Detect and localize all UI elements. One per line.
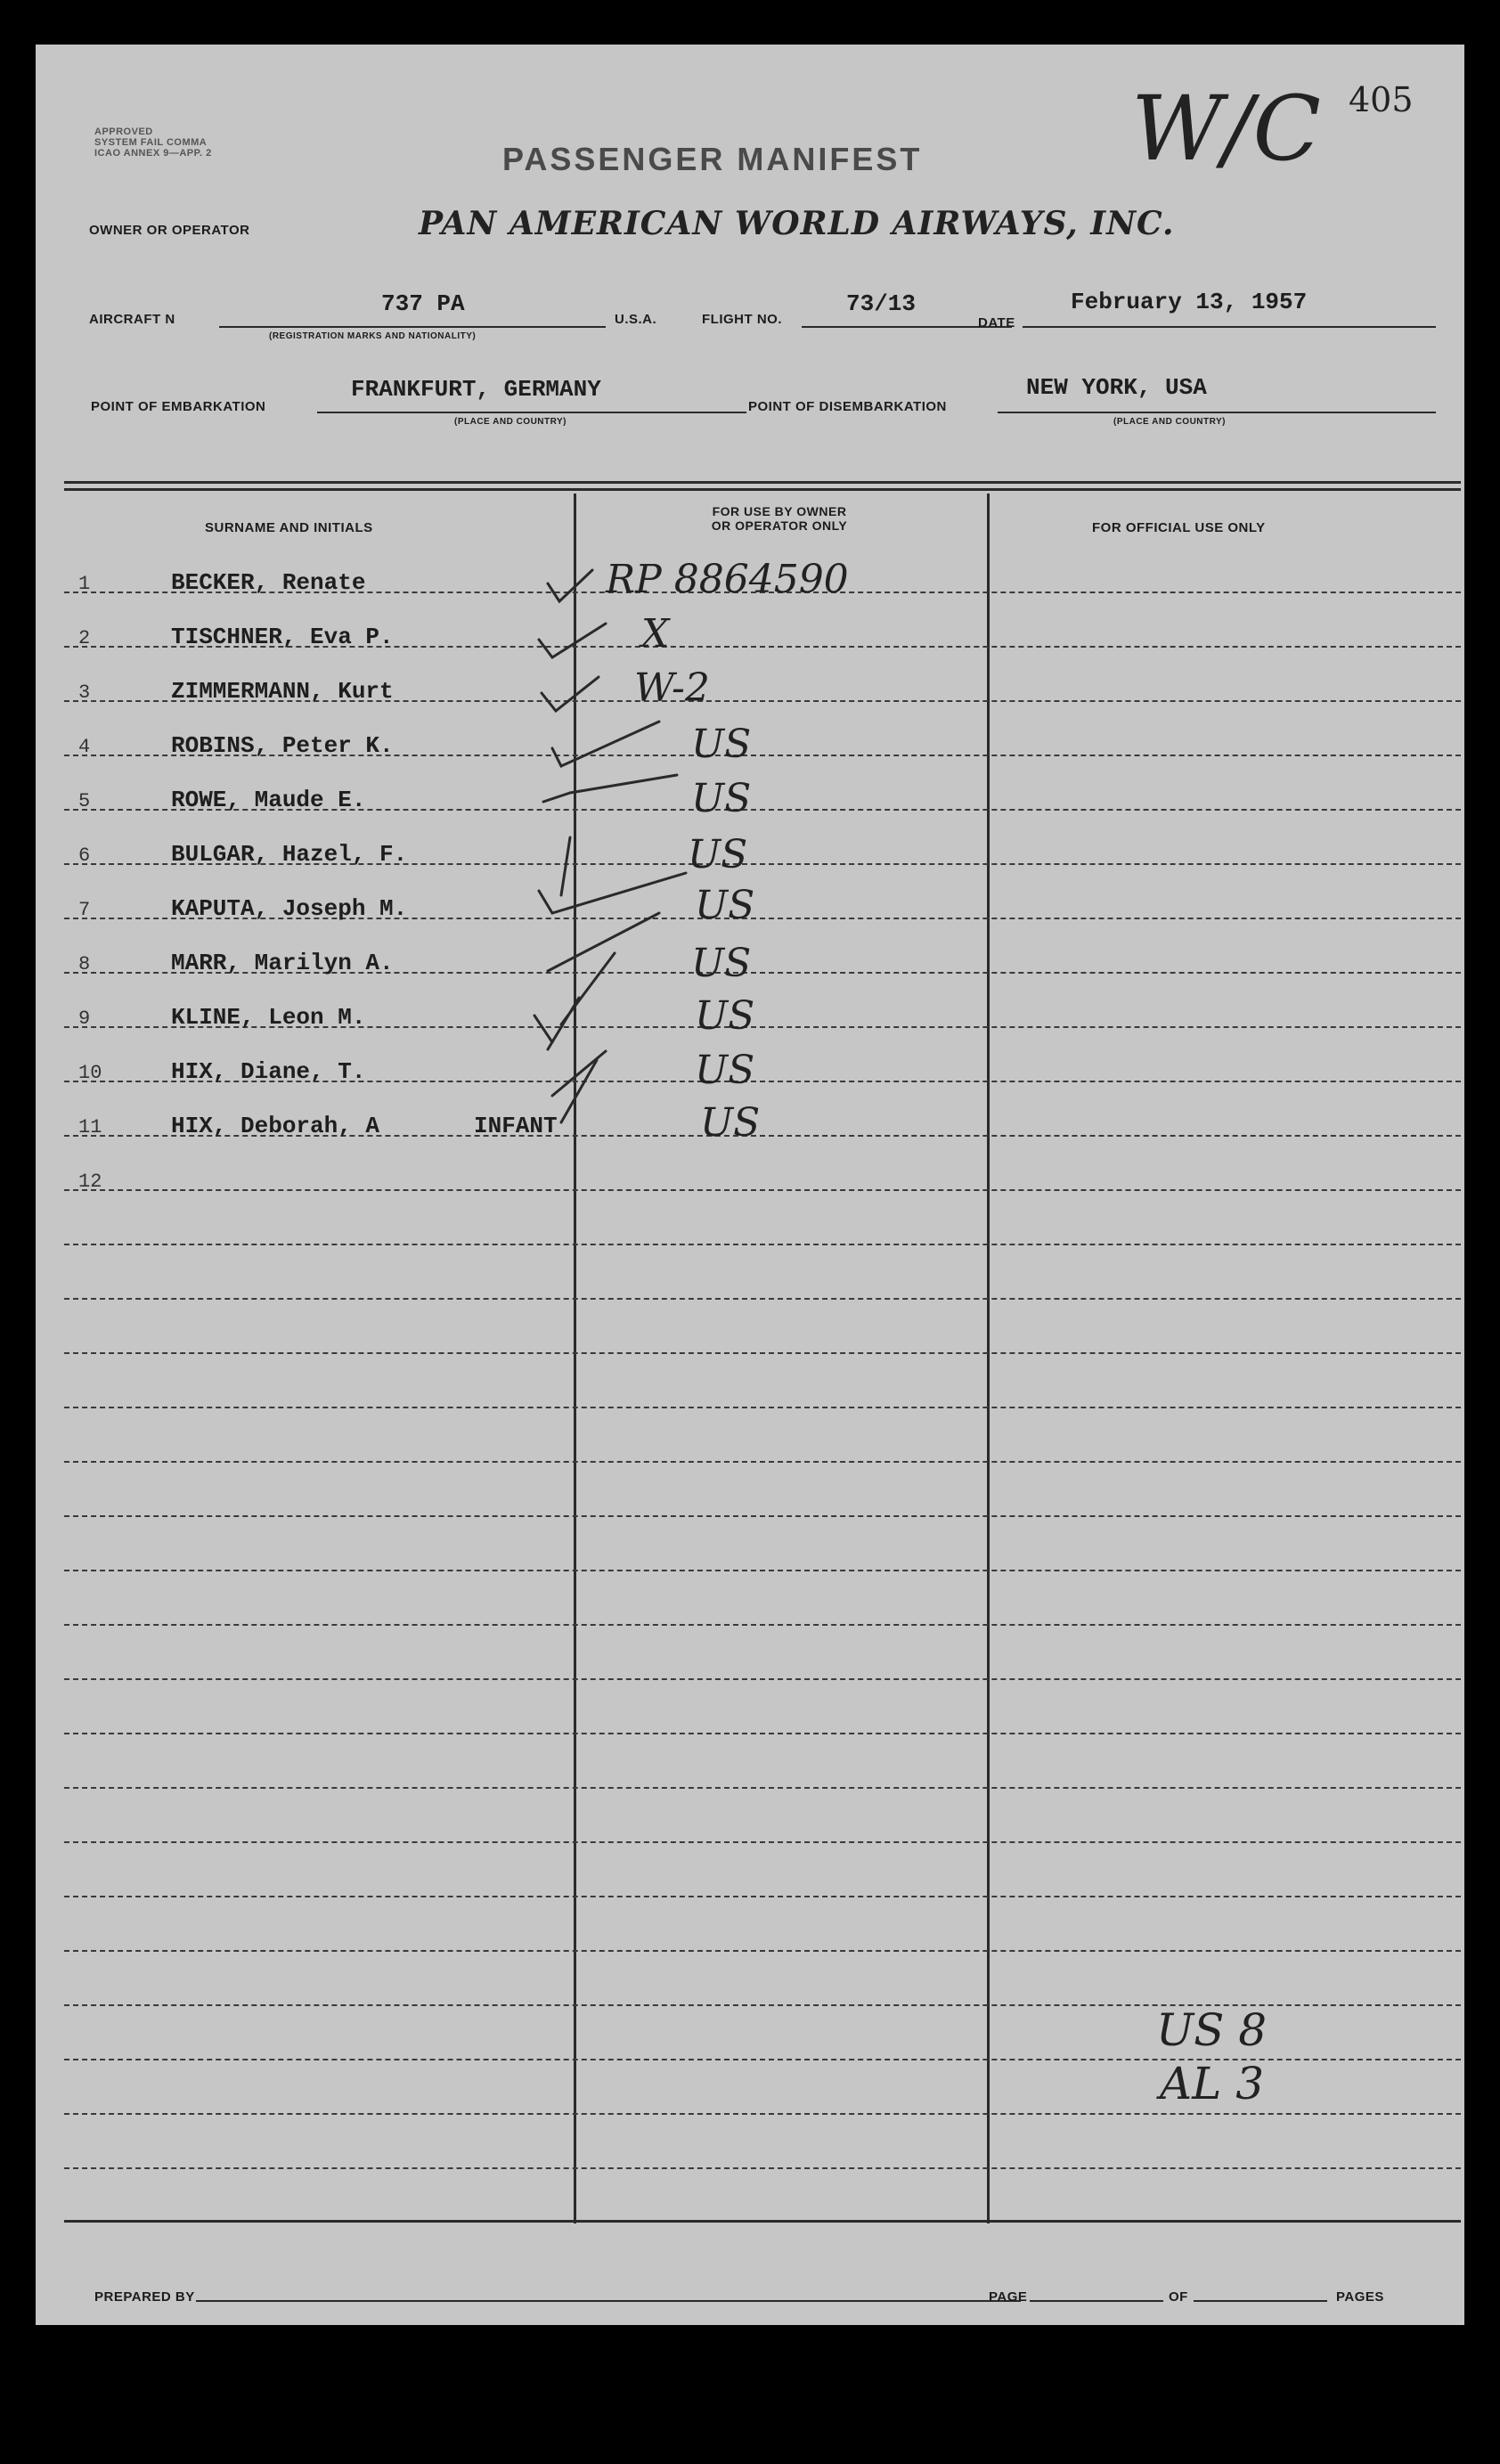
- col-surname-header: SURNAME AND INITIALS: [205, 520, 373, 535]
- check-mark-icon: [542, 677, 599, 711]
- disembark-value: NEW YORK, USA: [1026, 374, 1207, 401]
- col-owner-line-1: FOR USE BY OWNER: [712, 504, 847, 518]
- date-value: February 13, 1957: [1071, 289, 1308, 315]
- of-underline: [1194, 2300, 1327, 2302]
- operator-note: US: [695, 993, 755, 1039]
- check-mark-icon: [548, 913, 659, 971]
- row-number: 11: [78, 1116, 102, 1138]
- row-number: 9: [78, 1008, 91, 1030]
- approval-line-2: SYSTEM FAIL COMMA: [94, 137, 208, 148]
- operator-note: US: [691, 722, 752, 767]
- tally-us: US 8: [1156, 2004, 1268, 2056]
- col-owner-line-2: OR OPERATOR ONLY: [711, 518, 848, 533]
- approval-line-1: APPROVED: [94, 126, 153, 137]
- operator-note: W-2: [634, 665, 710, 711]
- operator-note: US: [695, 1048, 755, 1093]
- flight-value: 73/13: [846, 290, 917, 317]
- row-number: 8: [78, 953, 91, 975]
- infant-marker: INFANT: [474, 1113, 558, 1139]
- pages-label: PAGES: [1336, 2289, 1384, 2305]
- row-number: 6: [78, 844, 91, 867]
- row-number: 10: [78, 1062, 102, 1084]
- operator-note: US: [700, 1100, 761, 1146]
- row-number: 12: [78, 1171, 102, 1193]
- check-mark-icon: [552, 722, 659, 766]
- form-title: PASSENGER MANIFEST: [502, 141, 923, 177]
- flight-label: FLIGHT NO.: [702, 312, 782, 327]
- passenger-name: HIX, Deborah, A: [171, 1113, 380, 1139]
- passenger-name: ROWE, Maude E.: [171, 787, 366, 813]
- registration-caption: (REGISTRATION MARKS AND NATIONALITY): [269, 331, 477, 341]
- page-label: PAGE: [989, 2289, 1028, 2305]
- passenger-name: ZIMMERMANN, Kurt: [171, 678, 394, 705]
- page-number-handwritten: 405: [1349, 80, 1414, 119]
- col-official-header: FOR OFFICIAL USE ONLY: [1092, 520, 1266, 535]
- passenger-name: KAPUTA, Joseph M.: [171, 895, 408, 922]
- row-number: 2: [78, 627, 91, 649]
- embark-label: POINT OF EMBARKATION: [91, 399, 266, 414]
- aircraft-label: AIRCRAFT N: [89, 312, 175, 327]
- table-bottom-rule: [64, 2220, 1461, 2223]
- approval-line-3: ICAO ANNEX 9—APP. 2: [94, 148, 212, 159]
- of-label: OF: [1169, 2289, 1188, 2305]
- usa-label: U.S.A.: [615, 312, 657, 327]
- row-number: 1: [78, 573, 91, 595]
- disembark-label: POINT OF DISEMBARKATION: [748, 399, 947, 414]
- operator-note: US: [691, 776, 752, 821]
- passenger-name: TISCHNER, Eva P.: [171, 624, 394, 650]
- operator-note: US: [695, 883, 755, 928]
- passenger-name: BULGAR, Hazel, F.: [171, 841, 408, 868]
- prepared-underline: [196, 2300, 1021, 2302]
- operator-note: X: [641, 611, 670, 657]
- aircraft-value: 737 PA: [381, 290, 465, 317]
- operator-note: US: [691, 941, 752, 986]
- check-marks: [36, 45, 1464, 2325]
- company-name: PAN AMERICAN WORLD AIRWAYS, INC.: [419, 205, 1175, 242]
- handwritten-wc: W/C: [1131, 77, 1321, 181]
- operator-note: RP 8864590: [606, 557, 849, 602]
- row-number: 7: [78, 899, 91, 921]
- operator-note: US: [688, 832, 748, 877]
- row-number: 5: [78, 790, 91, 812]
- row-number: 3: [78, 681, 91, 704]
- check-mark-icon: [543, 775, 677, 802]
- passenger-name: HIX, Diane, T.: [171, 1058, 366, 1085]
- passenger-name: ROBINS, Peter K.: [171, 732, 394, 759]
- disembark-caption: (PLACE AND COUNTRY): [1113, 417, 1226, 427]
- passenger-name: KLINE, Leon M.: [171, 1004, 366, 1031]
- page-underline: [1030, 2300, 1163, 2302]
- check-mark-icon: [539, 624, 606, 657]
- prepared-label: PREPARED BY: [94, 2289, 195, 2305]
- embark-value: FRANKFURT, GERMANY: [351, 376, 601, 403]
- embark-caption: (PLACE AND COUNTRY): [454, 417, 567, 427]
- check-mark-icon: [548, 570, 592, 601]
- tally-al: AL 3: [1160, 2058, 1265, 2109]
- check-mark-icon: [534, 998, 579, 1049]
- check-mark-icon: [561, 1060, 597, 1122]
- date-label: DATE: [978, 315, 1015, 330]
- check-mark-icon: [561, 837, 570, 895]
- row-number: 4: [78, 736, 91, 758]
- passenger-name: MARR, Marilyn A.: [171, 950, 394, 976]
- manifest-paper: [36, 45, 1464, 2325]
- owner-label: OWNER OR OPERATOR: [89, 223, 250, 238]
- passenger-name: BECKER, Renate: [171, 569, 366, 596]
